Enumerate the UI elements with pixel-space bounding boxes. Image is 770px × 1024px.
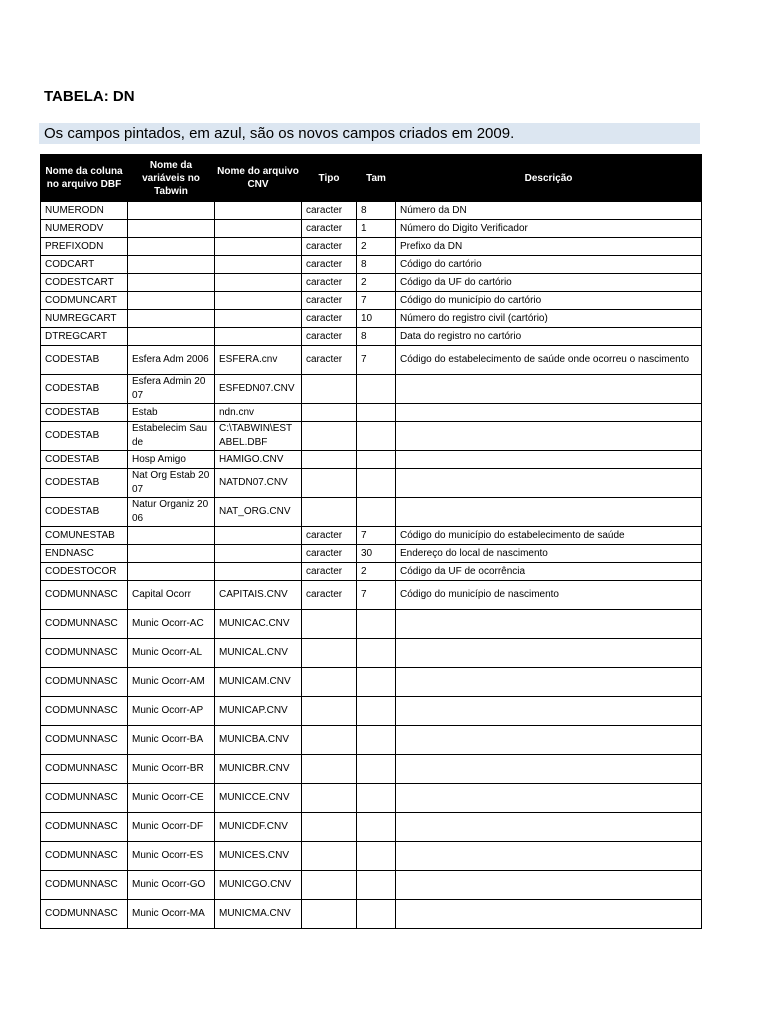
table-row — [41, 346, 702, 375]
cell-description — [396, 900, 702, 929]
cell-cnv-file: NATDN07.CNV — [215, 469, 302, 498]
cell-size — [357, 668, 396, 697]
page-title: TABELA: DN — [44, 88, 135, 105]
subtitle-banner: Os campos pintados, em azul, são os novos campos criados em 2009. — [39, 123, 700, 144]
cell-type — [302, 871, 357, 900]
cell-description — [396, 451, 702, 469]
cell-cnv-file: ESFEDN07.CNV — [215, 375, 302, 404]
cell-tabwin-variable: Estabelecim Saude — [128, 422, 215, 451]
table-row — [41, 581, 702, 610]
cell-description — [396, 610, 702, 639]
cell-size — [357, 697, 396, 726]
cell-tabwin-variable — [128, 563, 215, 581]
table-row — [41, 842, 702, 871]
cell-description: Código do cartório — [396, 256, 702, 274]
table-row — [41, 202, 702, 220]
cell-tabwin-variable: Munic Ocorr-CE — [128, 784, 215, 813]
table-row — [41, 545, 702, 563]
cell-cnv-file: MUNICBR.CNV — [215, 755, 302, 784]
cell-size: 8 — [357, 256, 396, 274]
cell-cnv-file: MUNICGO.CNV — [215, 871, 302, 900]
cell-description — [396, 842, 702, 871]
cell-description — [396, 668, 702, 697]
cell-tabwin-variable: Estab — [128, 404, 215, 422]
cell-type: caracter — [302, 238, 357, 256]
cell-dbf-column: CODMUNNASC — [41, 726, 128, 755]
cell-description: Número da DN — [396, 202, 702, 220]
cell-cnv-file: MUNICDF.CNV — [215, 813, 302, 842]
cell-cnv-file: MUNICES.CNV — [215, 842, 302, 871]
cell-cnv-file — [215, 202, 302, 220]
table-row — [41, 726, 702, 755]
cell-description: Código do município do cartório — [396, 292, 702, 310]
header-size: Tam — [357, 155, 396, 202]
cell-dbf-column: CODESTAB — [41, 451, 128, 469]
table-body — [41, 202, 702, 929]
cell-size: 7 — [357, 292, 396, 310]
cell-size — [357, 639, 396, 668]
table-row — [41, 639, 702, 668]
cell-dbf-column: CODESTAB — [41, 422, 128, 451]
cell-tabwin-variable — [128, 310, 215, 328]
cell-cnv-file: CAPITAIS.CNV — [215, 581, 302, 610]
cell-tabwin-variable: Munic Ocorr-AC — [128, 610, 215, 639]
cell-dbf-column: CODMUNCART — [41, 292, 128, 310]
cell-dbf-column: CODCART — [41, 256, 128, 274]
cell-type: caracter — [302, 545, 357, 563]
cell-cnv-file — [215, 274, 302, 292]
cell-dbf-column: CODMUNNASC — [41, 842, 128, 871]
table-row — [41, 451, 702, 469]
cell-cnv-file — [215, 328, 302, 346]
cell-tabwin-variable — [128, 202, 215, 220]
cell-size — [357, 900, 396, 929]
table-row — [41, 422, 702, 451]
cell-dbf-column: CODMUNNASC — [41, 668, 128, 697]
cell-tabwin-variable: Munic Ocorr-AP — [128, 697, 215, 726]
cell-type: caracter — [302, 220, 357, 238]
table-row — [41, 784, 702, 813]
table-row — [41, 404, 702, 422]
cell-size — [357, 813, 396, 842]
header-tabwin-variable: Nome da variáveis no Tabwin — [128, 155, 215, 202]
cell-type: caracter — [302, 563, 357, 581]
cell-size: 30 — [357, 545, 396, 563]
cell-cnv-file: MUNICAC.CNV — [215, 610, 302, 639]
cell-cnv-file — [215, 563, 302, 581]
cell-dbf-column: CODESTAB — [41, 375, 128, 404]
cell-cnv-file — [215, 310, 302, 328]
cell-dbf-column: CODMUNNASC — [41, 755, 128, 784]
cell-dbf-column: CODESTCART — [41, 274, 128, 292]
cell-dbf-column: NUMERODN — [41, 202, 128, 220]
table-row — [41, 610, 702, 639]
cell-type — [302, 498, 357, 527]
cell-description: Endereço do local de nascimento — [396, 545, 702, 563]
cell-type: caracter — [302, 292, 357, 310]
cell-type — [302, 668, 357, 697]
table-row — [41, 871, 702, 900]
cell-cnv-file — [215, 545, 302, 563]
cell-cnv-file: C:\TABWIN\ESTABEL.DBF — [215, 422, 302, 451]
cell-dbf-column: CODMUNNASC — [41, 610, 128, 639]
cell-description: Código do município de nascimento — [396, 581, 702, 610]
cell-tabwin-variable — [128, 274, 215, 292]
cell-description — [396, 469, 702, 498]
header-type: Tipo — [302, 155, 357, 202]
cell-dbf-column: PREFIXODN — [41, 238, 128, 256]
cell-description: Número do Digito Verificador — [396, 220, 702, 238]
table-row — [41, 310, 702, 328]
cell-description — [396, 726, 702, 755]
cell-dbf-column: CODESTAB — [41, 498, 128, 527]
cell-type: caracter — [302, 202, 357, 220]
cell-dbf-column: NUMERODV — [41, 220, 128, 238]
header-dbf-column: Nome da coluna no arquivo DBF — [41, 155, 128, 202]
cell-size — [357, 375, 396, 404]
cell-tabwin-variable: Munic Ocorr-GO — [128, 871, 215, 900]
table-row — [41, 697, 702, 726]
cell-dbf-column: CODMUNNASC — [41, 871, 128, 900]
table-row — [41, 755, 702, 784]
cell-description: Código da UF de ocorrência — [396, 563, 702, 581]
cell-size — [357, 871, 396, 900]
cell-dbf-column: CODMUNNASC — [41, 639, 128, 668]
cell-type: caracter — [302, 527, 357, 545]
cell-dbf-column: CODESTAB — [41, 469, 128, 498]
cell-description — [396, 498, 702, 527]
cell-type — [302, 726, 357, 755]
cell-type: caracter — [302, 256, 357, 274]
table-row — [41, 498, 702, 527]
cell-type — [302, 813, 357, 842]
cell-tabwin-variable — [128, 545, 215, 563]
cell-description: Número do registro civil (cartório) — [396, 310, 702, 328]
cell-tabwin-variable: Esfera Adm 2006 — [128, 346, 215, 375]
cell-tabwin-variable: Munic Ocorr-DF — [128, 813, 215, 842]
cell-description — [396, 639, 702, 668]
cell-dbf-column: CODMUNNASC — [41, 813, 128, 842]
cell-dbf-column: NUMREGCART — [41, 310, 128, 328]
cell-cnv-file — [215, 256, 302, 274]
cell-size: 8 — [357, 202, 396, 220]
table-header-row — [41, 155, 702, 202]
cell-tabwin-variable: Munic Ocorr-MA — [128, 900, 215, 929]
cell-cnv-file: MUNICBA.CNV — [215, 726, 302, 755]
cell-dbf-column: ENDNASC — [41, 545, 128, 563]
cell-description: Código da UF do cartório — [396, 274, 702, 292]
cell-tabwin-variable — [128, 292, 215, 310]
cell-tabwin-variable — [128, 220, 215, 238]
cell-type — [302, 639, 357, 668]
cell-dbf-column: CODESTAB — [41, 346, 128, 375]
table-row — [41, 256, 702, 274]
cell-cnv-file — [215, 527, 302, 545]
dn-table — [40, 154, 702, 929]
table-row — [41, 563, 702, 581]
cell-dbf-column: CODESTAB — [41, 404, 128, 422]
cell-type — [302, 900, 357, 929]
cell-size — [357, 726, 396, 755]
cell-size: 7 — [357, 581, 396, 610]
cell-type — [302, 610, 357, 639]
cell-cnv-file: MUNICAP.CNV — [215, 697, 302, 726]
cell-description — [396, 404, 702, 422]
cell-size: 2 — [357, 563, 396, 581]
cell-description — [396, 813, 702, 842]
cell-dbf-column: CODMUNNASC — [41, 900, 128, 929]
cell-dbf-column: CODMUNNASC — [41, 697, 128, 726]
cell-cnv-file: HAMIGO.CNV — [215, 451, 302, 469]
cell-description — [396, 755, 702, 784]
table-row — [41, 274, 702, 292]
cell-description — [396, 422, 702, 451]
cell-dbf-column: CODESTOCOR — [41, 563, 128, 581]
cell-tabwin-variable — [128, 256, 215, 274]
cell-size — [357, 784, 396, 813]
cell-size: 1 — [357, 220, 396, 238]
cell-size — [357, 469, 396, 498]
table-row — [41, 668, 702, 697]
cell-tabwin-variable — [128, 527, 215, 545]
table-row — [41, 220, 702, 238]
table-row — [41, 469, 702, 498]
cell-cnv-file — [215, 238, 302, 256]
cell-type: caracter — [302, 581, 357, 610]
table-row — [41, 292, 702, 310]
cell-description: Prefixo da DN — [396, 238, 702, 256]
cell-tabwin-variable: Munic Ocorr-BA — [128, 726, 215, 755]
cell-cnv-file: MUNICAM.CNV — [215, 668, 302, 697]
cell-tabwin-variable — [128, 328, 215, 346]
table-row — [41, 527, 702, 545]
cell-size: 7 — [357, 346, 396, 375]
cell-dbf-column: DTREGCART — [41, 328, 128, 346]
cell-tabwin-variable: Natur Organiz 2006 — [128, 498, 215, 527]
cell-description — [396, 375, 702, 404]
cell-size — [357, 610, 396, 639]
cell-cnv-file: ndn.cnv — [215, 404, 302, 422]
table-row — [41, 328, 702, 346]
cell-cnv-file: NAT_ORG.CNV — [215, 498, 302, 527]
cell-description — [396, 871, 702, 900]
cell-tabwin-variable: Nat Org Estab 2007 — [128, 469, 215, 498]
cell-size — [357, 451, 396, 469]
cell-size: 10 — [357, 310, 396, 328]
cell-cnv-file: ESFERA.cnv — [215, 346, 302, 375]
cell-size — [357, 498, 396, 527]
cell-dbf-column: COMUNESTAB — [41, 527, 128, 545]
cell-type — [302, 842, 357, 871]
cell-cnv-file — [215, 292, 302, 310]
table-row — [41, 375, 702, 404]
cell-type — [302, 422, 357, 451]
cell-description: Código do município do estabelecimento de saúde — [396, 527, 702, 545]
cell-description — [396, 784, 702, 813]
table-row — [41, 238, 702, 256]
cell-type: caracter — [302, 346, 357, 375]
cell-description: Código do estabelecimento de saúde onde ocorreu o nascimento — [396, 346, 702, 375]
cell-size — [357, 755, 396, 784]
cell-description — [396, 697, 702, 726]
cell-type — [302, 375, 357, 404]
cell-cnv-file: MUNICCE.CNV — [215, 784, 302, 813]
cell-type: caracter — [302, 310, 357, 328]
table-row — [41, 813, 702, 842]
cell-size — [357, 842, 396, 871]
cell-type — [302, 404, 357, 422]
cell-type — [302, 784, 357, 813]
cell-size — [357, 404, 396, 422]
cell-tabwin-variable: Munic Ocorr-AM — [128, 668, 215, 697]
cell-type — [302, 755, 357, 784]
cell-description: Data do registro no cartório — [396, 328, 702, 346]
cell-tabwin-variable: Munic Ocorr-AL — [128, 639, 215, 668]
cell-cnv-file: MUNICMA.CNV — [215, 900, 302, 929]
cell-dbf-column: CODMUNNASC — [41, 581, 128, 610]
cell-tabwin-variable: Esfera Admin 2007 — [128, 375, 215, 404]
cell-dbf-column: CODMUNNASC — [41, 784, 128, 813]
cell-type: caracter — [302, 328, 357, 346]
cell-type — [302, 697, 357, 726]
cell-type — [302, 469, 357, 498]
cell-tabwin-variable: Hosp Amigo — [128, 451, 215, 469]
table-row — [41, 900, 702, 929]
cell-size: 2 — [357, 274, 396, 292]
cell-tabwin-variable: Munic Ocorr-ES — [128, 842, 215, 871]
cell-size: 8 — [357, 328, 396, 346]
cell-size: 2 — [357, 238, 396, 256]
cell-cnv-file: MUNICAL.CNV — [215, 639, 302, 668]
cell-tabwin-variable: Munic Ocorr-BR — [128, 755, 215, 784]
cell-cnv-file — [215, 220, 302, 238]
cell-size — [357, 422, 396, 451]
cell-tabwin-variable: Capital Ocorr — [128, 581, 215, 610]
header-cnv-file: Nome do arquivo CNV — [215, 155, 302, 202]
header-description: Descrição — [396, 155, 702, 202]
cell-type: caracter — [302, 274, 357, 292]
cell-size: 7 — [357, 527, 396, 545]
cell-type — [302, 451, 357, 469]
cell-tabwin-variable — [128, 238, 215, 256]
